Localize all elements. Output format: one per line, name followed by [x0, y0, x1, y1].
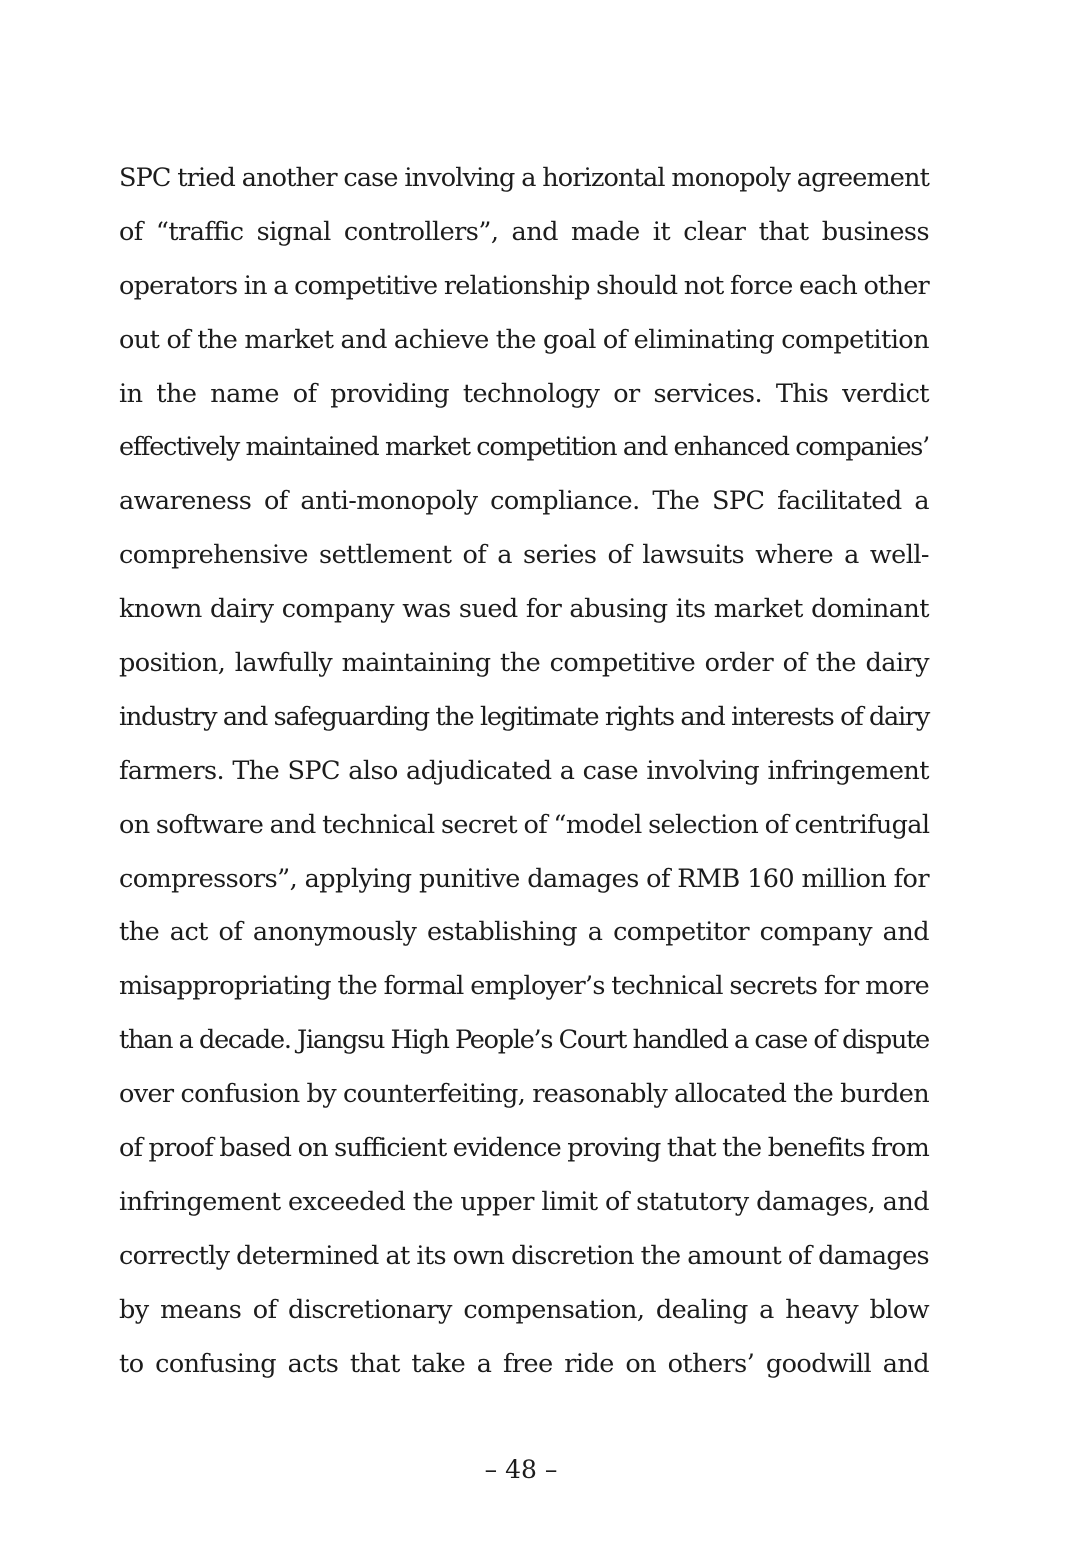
- page-number: – 48 –: [484, 1455, 558, 1484]
- text-line: to confusing acts that take a free ride on others’ goodwill and: [119, 1348, 929, 1379]
- text-line: of “traffic signal controllers”, and made it clear that business: [119, 216, 929, 247]
- body-paragraph: [119, 152, 929, 1391]
- text-line: position, lawfully maintaining the competitive order of the dairy: [119, 648, 929, 679]
- text-line: known dairy company was sued for abusing its market dominant: [119, 594, 929, 625]
- text-line: compressors”, applying punitive damages of RMB 160 million for: [119, 863, 929, 894]
- text-line: in the name of providing technology or services. This verdict: [119, 378, 929, 409]
- text-line: awareness of anti-monopoly compliance. The SPC facilitated a: [119, 486, 929, 517]
- text-line: by means of discretionary compensation, dealing a heavy blow: [119, 1294, 929, 1325]
- text-line: farmers. The SPC also adjudicated a case involving infringement: [119, 755, 929, 786]
- text-line: of proof based on sufficient evidence proving that the benefits from: [119, 1133, 929, 1164]
- text-line: SPC tried another case involving a horizontal monopoly agreement: [119, 163, 929, 193]
- text-line: effectively maintained market competition and enhanced companies’: [119, 432, 929, 463]
- text-line: over confusion by counterfeiting, reasonably allocated the burden: [119, 1079, 929, 1110]
- text-line: comprehensive settlement of a series of lawsuits where a well-: [119, 540, 929, 571]
- text-line: industry and safeguarding the legitimate rights and interests of dairy: [119, 701, 929, 732]
- text-line: than a decade. Jiangsu High People’s Court handled a case of dispute: [119, 1025, 929, 1056]
- text-line: on software and technical secret of “model selection of centrifugal: [119, 809, 930, 840]
- text-line: operators in a competitive relationship should not force each other: [119, 270, 929, 301]
- text-line: out of the market and achieve the goal of eliminating competition: [119, 324, 929, 355]
- text-line: misappropriating the formal employer’s technical secrets for more: [119, 971, 929, 1002]
- text-line: infringement exceeded the upper limit of statutory damages, and: [119, 1186, 929, 1217]
- text-line: the act of anonymously establishing a competitor company and: [119, 917, 929, 948]
- text-line: correctly determined at its own discretion the amount of damages: [119, 1240, 929, 1271]
